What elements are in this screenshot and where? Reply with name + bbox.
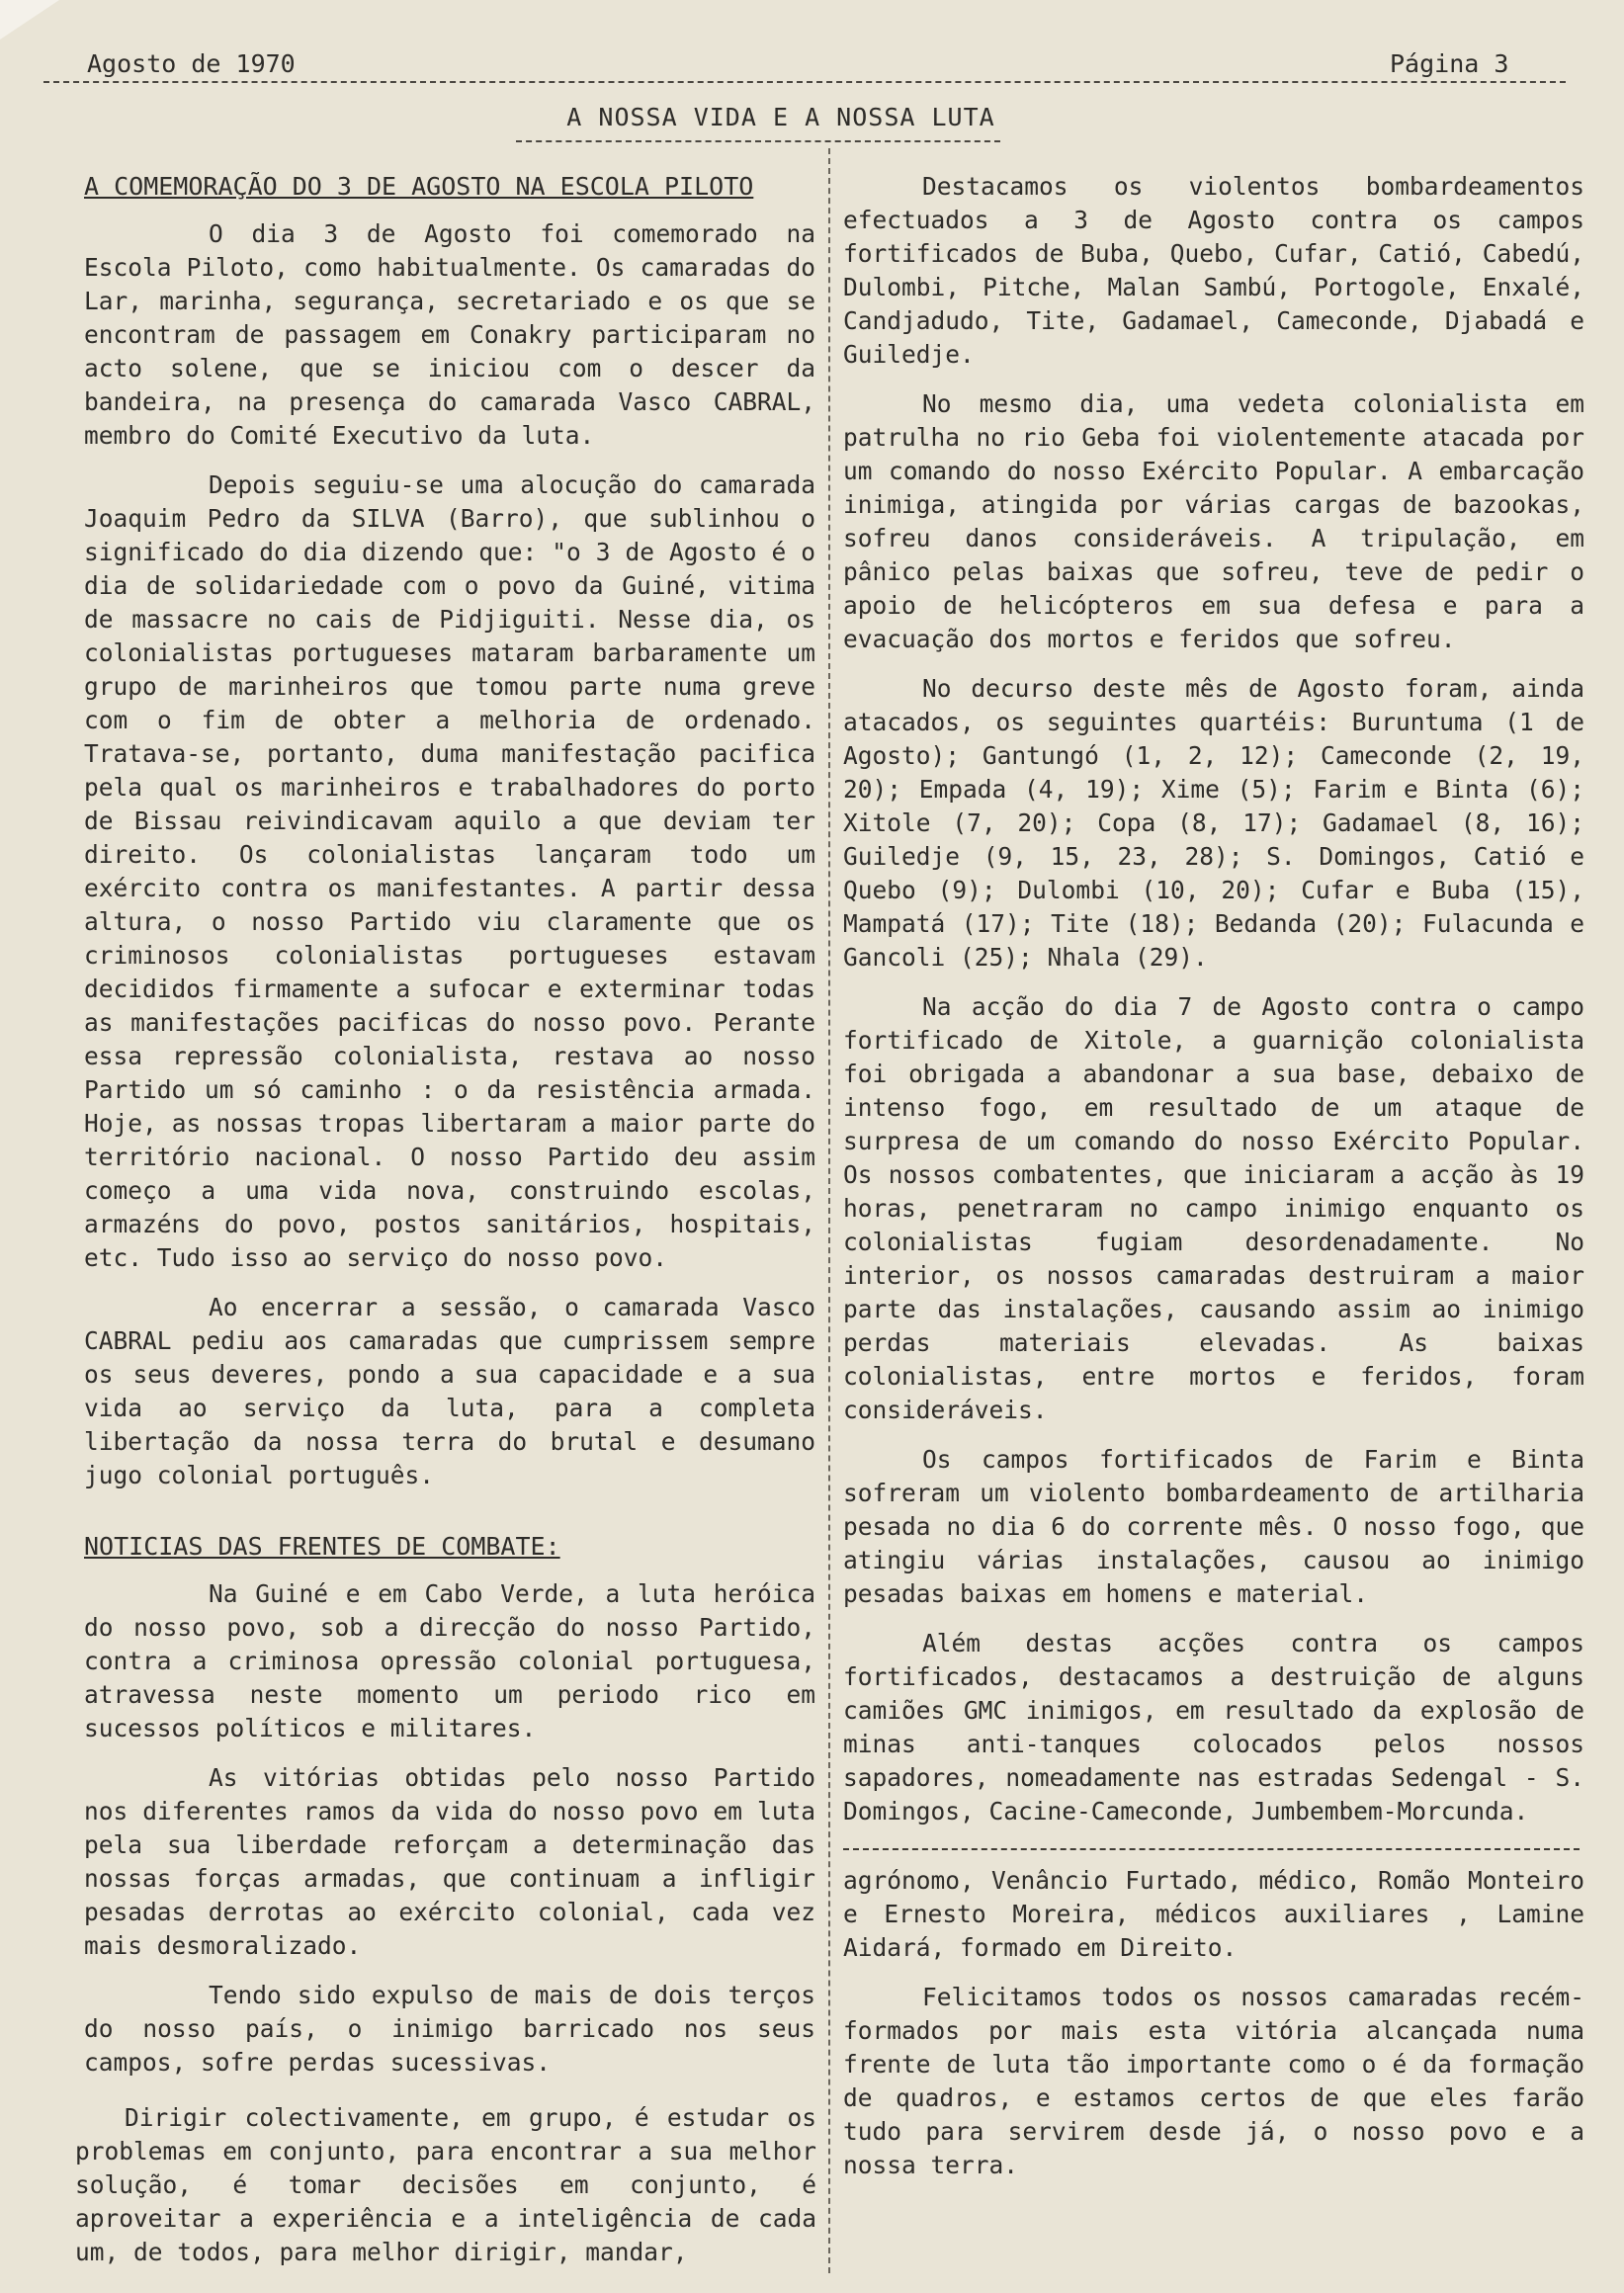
paragraph: Os campos fortificados de Farim e Binta sofreram um violento bombardeamento de artilharia pesada no dia 6 do corrente mês. O nosso fogo, que atingiu várias instalações, causou ao inimigo pesadas baixas em homens e material. [843,1445,1584,1608]
title-rule [516,140,1000,142]
paragraph: Ao encerrar a sessão, o camarada Vasco CABRAL pediu aos camaradas que cumprissem sempre os seus deveres, pondo a sua capacidade e a sua vida ao serviço da luta, para a completa libertação da nossa terra do brutal e desumano jugo colonial português. [84,1293,815,1489]
right-column [843,170,1584,2198]
paragraph: O dia 3 de Agosto foi comemorado na Escola Piloto, como habitualmente. Os camaradas do Lar, marinha, segurança, secretariado e os que se encontram de passagem em Conakry participaram no acto solene, que se iniciou com o descer da bandeira, na presença do camarada Vasco CABRAL, membro do Comité Executivo da luta. [84,219,815,450]
paragraph: Além destas acções contra os campos fortificados, destacamos a destruição de alguns camiões GMC inimigos, em resultado da explosão de minas anti-tanques colocados pelos nossos sapadores, nomeadamente nas estradas Sedengal - S. Domingos, Cacine-Cameconde, Jumbembem-Morcunda. [843,1629,1584,1826]
graduates-list: agrónomo, Venâncio Furtado, médico, Romão Monteiro e Ernesto Moreira, médicos auxiliares , Lamine Aidará, formado em Direito. [843,1866,1584,1962]
paragraph: As vitórias obtidas pelo nosso Partido nos diferentes ramos da vida do nosso povo em luta pela sua liberdade reforçam a determinação das nossas forças armadas, que continuam a infligir pesadas derrotas ao exército colonial, cada vez mais desmoralizado. [84,1763,815,1960]
header-rule [43,81,1566,83]
torn-corner [0,0,59,40]
paragraph: No decurso deste mês de Agosto foram, ainda atacados, os seguintes quartéis: Buruntuma (1 de Agosto); Gantungó (1, 2, 12); Cameconde (2, 19, 20); Empada (4, 19); Xime (5); Farim e Binta (6); Xitole (7, 20); Copa (8, 17); Gadamael (8, 16); Guiledje (9, 15, 23, 28); S. Domingos, Catió e Quebo (9); Dulombi (10, 20); Cufar e Buba (15), Mampatá (17); Tite (18); Bedanda (20); Fulacunda e Gancoli (25); Nhala (29). [843,674,1584,972]
page-number: Página 3 [1390,49,1509,78]
paragraph: Na acção do dia 7 de Agosto contra o campo fortificado de Xitole, a guarnição colonialista foi obrigada a abandonar a sua base, debaixo de intenso fogo, em resultado de um ataque de surpresa de um comando do nosso Exército Popular. Os nossos combatentes, que iniciaram a acção às 19 horas, penetraram no campo inimigo enquanto os colonialistas fugiam desordenadamente. No interior, os nossos camaradas destruiram a maior parte das instalações, causando assim ao inimigo perdas materiais elevadas. As baixas colonialistas, entre mortos e feridos, foram consideráveis. [843,992,1584,1424]
paragraph: Depois seguiu-se uma alocução do camarada Joaquim Pedro da SILVA (Barro), que sublinhou o significado do dia dizendo que: "o 3 de Agosto é o dia de solidariedade com o povo da Guiné, vitima de massacre no cais de Pidjiguiti. Nesse dia, os colonialistas portugueses mataram barbaramente um grupo de marinheiros que tomou parte numa greve com o fim de obter a melhoria de ordenado. Tratava-se, portanto, duma manifestação pacifica pela qual os marinheiros e trabalhadores do porto de Bissau reivindicavam aquilo a que deviam ter direito. Os colonialistas lançaram todo um exército contra os manifestantes. A partir dessa altura, o nosso Partido viu claramente que os criminosos colonialistas portugueses estavam decididos firmamente a sufocar e exterminar todas as manifestações pacificas do nosso povo. Perante essa repressão colonialista, restava ao nosso Partido um só caminho : o da resistência armada. Hoje, as nossas tropas libertaram a maior parte do território nacional. O nosso Partido deu assim começo a uma vida nova, construindo escolas, armazéns do povo, postos sanitários, hospitais, etc. Tudo isso ao serviço do nosso povo. [84,470,815,1272]
column-divider [828,148,830,2273]
quote-paragraph: Dirigir colectivamente, em grupo, é estudar os problemas em conjunto, para encontrar a sua melhor solução, é tomar decisões em conjunto, é aproveitar a experiência e a inteligência de cada um, de todos, para melhor dirigir, mandar, [75,2103,816,2266]
paragraph: No mesmo dia, uma vedeta colonialista em patrulha no rio Geba foi violentemente atacada por um comando do nosso Exército Popular. A embarcação inimiga, atingida por várias cargas de bazookas, sofreu danos consideráveis. A tripulação, em pânico pelas baixas que sofreu, teve de pedir o apoio de helicópteros em sua defesa e para a evacuação dos mortos e feridos que sofreu. [843,389,1584,653]
section-title-comemoracao: A COMEMORAÇÃO DO 3 DE AGOSTO NA ESCOLA PILOTO [84,172,754,201]
bottom-left-quote [75,2101,816,2285]
closing-paragraph: Felicitamos todos os nossos camaradas recém-formados por mais esta vitória alcançada numa frente de luta tão importante como o é da formação de quadros, e estamos certos de que eles farão tudo para servirem desde já, o nosso povo e a nossa terra. [843,1983,1584,2179]
section-title-noticias: NOTICIAS DAS FRENTES DE COMBATE: [84,1532,560,1561]
paragraph: Na Guiné e em Cabo Verde, a luta heróica do nosso povo, sob a direcção do nosso Partido, contra a criminosa opressão colonial portuguesa, atravessa neste momento um periodo rico em sucessos políticos e militares. [84,1579,815,1742]
paragraph: Destacamos os violentos bombardeamentos efectuados a 3 de Agosto contra os campos fortificados de Buba, Quebo, Cufar, Catió, Cabedú, Dulombi, Pitche, Malan Sambú, Portogole, Enxalé, Candjadudo, Tite, Gadamael, Cameconde, Djabadá e Guiledje. [843,172,1584,369]
issue-date: Agosto de 1970 [87,49,296,78]
left-column [84,170,815,2095]
section-separator [843,1848,1580,1850]
paragraph: Tendo sido expulso de mais de dois terços do nosso país, o inimigo barricado nos seus campos, sofre perdas sucessivas. [84,1981,815,2077]
page-title: A NOSSA VIDA E A NOSSA LUTA [566,103,995,131]
